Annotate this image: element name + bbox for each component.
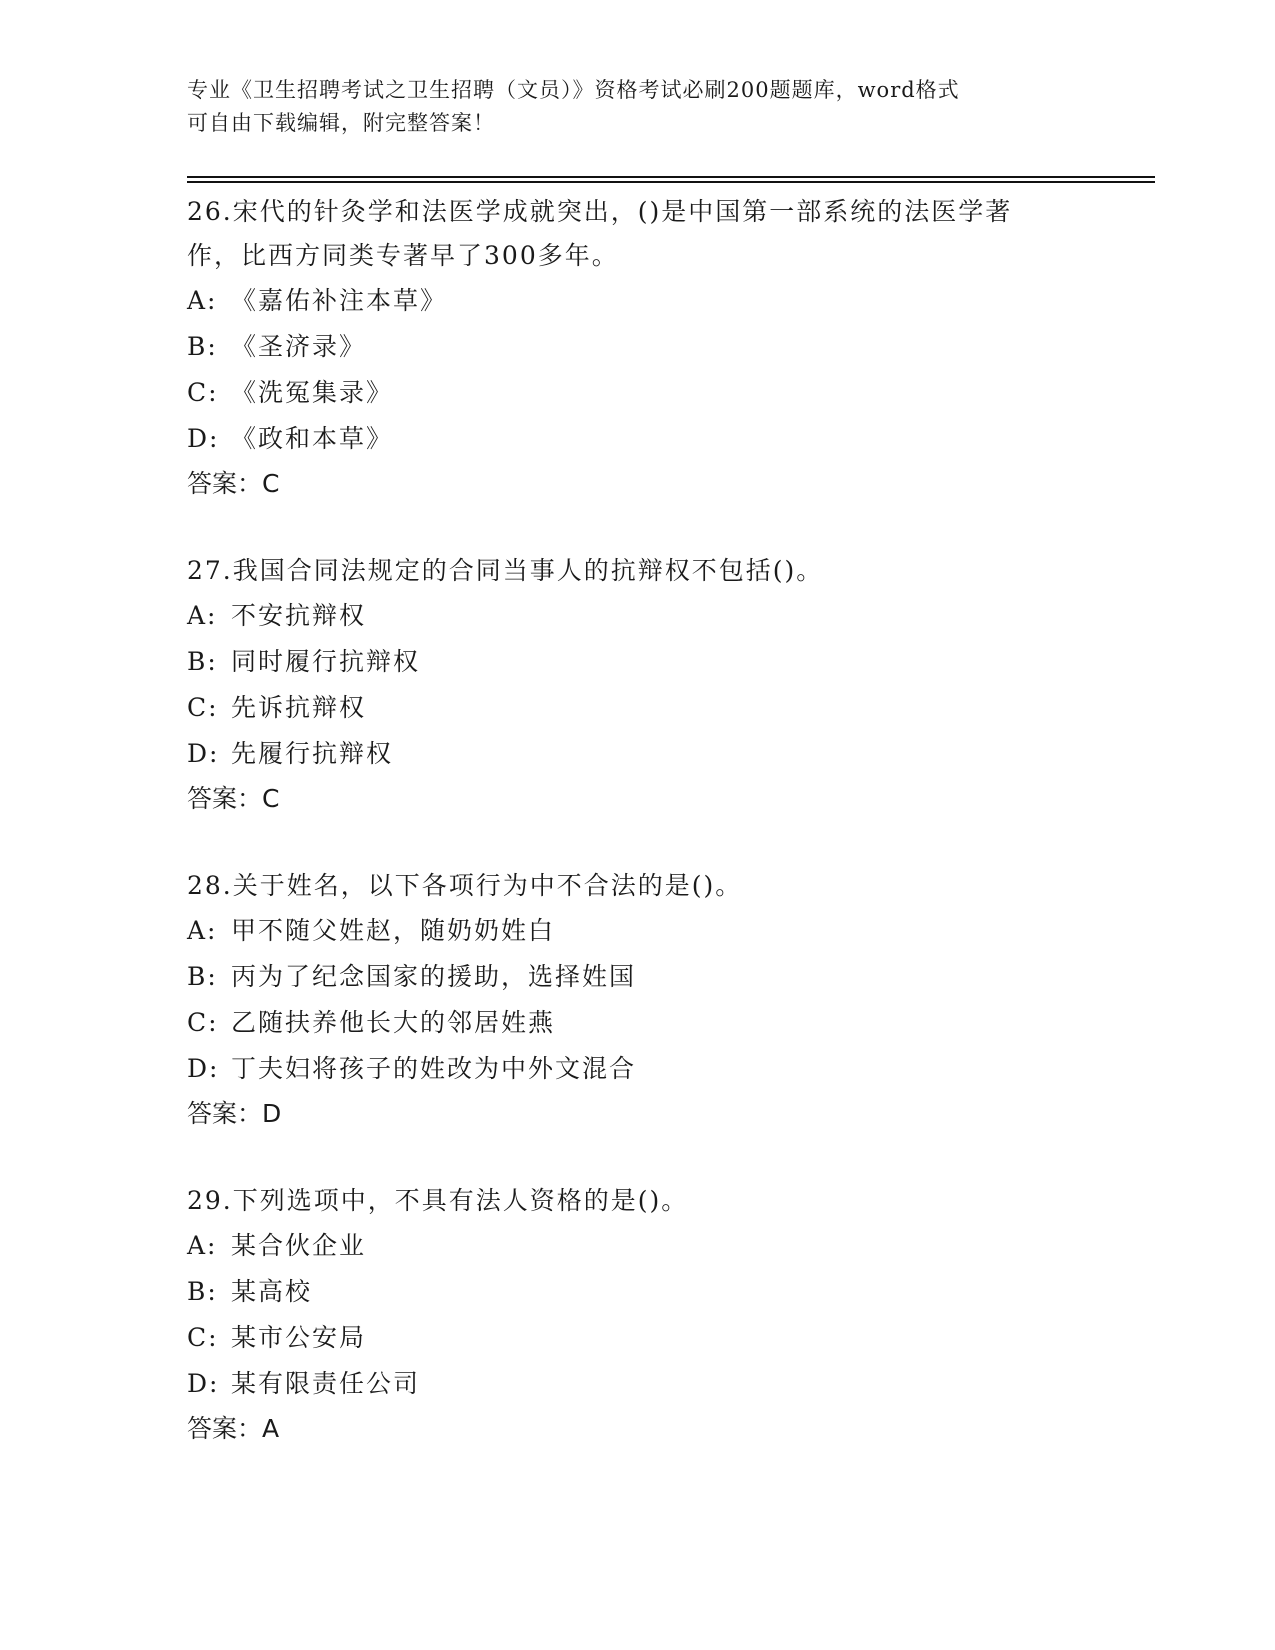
- question-text: 28.关于姓名，以下各项行为中不合法的是()。: [187, 871, 743, 900]
- option-text: 不安抗辩权: [231, 601, 367, 630]
- question-text-continued: 作，比西方同类专著早了300多年。: [187, 241, 619, 270]
- option-a: [187, 1223, 1087, 1269]
- option-d: [187, 416, 1087, 462]
- option-a: [187, 908, 1087, 954]
- option-c: [187, 1000, 1087, 1046]
- option-d: [187, 731, 1087, 777]
- option-b: [187, 324, 1087, 370]
- option-letter: D:: [187, 1369, 220, 1398]
- header-line-1: 专业《卫生招聘考试之卫生招聘（文员）》资格考试必刷200题题库，word格式: [187, 78, 960, 102]
- document-header: [187, 74, 1067, 140]
- option-b: [187, 1269, 1087, 1315]
- option-letter: A:: [187, 286, 218, 315]
- option-text: 乙随扶养他长大的邻居姓燕: [231, 1008, 556, 1037]
- option-a: [187, 593, 1087, 639]
- question-gap: [187, 506, 1087, 549]
- question-list: [187, 190, 1087, 1451]
- question-26: [187, 190, 1087, 506]
- option-letter: C:: [187, 693, 219, 722]
- header-divider-top: [187, 176, 1155, 178]
- header-line-2: 可自由下载编辑，附完整答案！: [187, 111, 495, 135]
- option-letter: D:: [187, 739, 220, 768]
- option-text: 同时履行抗辩权: [231, 647, 421, 676]
- option-text: 甲不随父姓赵，随奶奶姓白: [231, 916, 556, 945]
- question-27: [187, 549, 1087, 821]
- option-letter: D:: [187, 1054, 220, 1083]
- answer: 答案：C: [187, 469, 280, 498]
- option-letter: A:: [187, 916, 218, 945]
- option-text: 某合伙企业: [231, 1231, 367, 1260]
- option-letter: D:: [187, 424, 220, 453]
- option-c: [187, 370, 1087, 416]
- answer: 答案：C: [187, 784, 280, 813]
- option-letter: B:: [187, 1277, 218, 1306]
- option-letter: A:: [187, 601, 218, 630]
- question-29: [187, 1179, 1087, 1451]
- option-text: 某高校: [231, 1277, 313, 1306]
- option-text: 先诉抗辩权: [231, 693, 367, 722]
- option-c: [187, 685, 1087, 731]
- question-text: 26.宋代的针灸学和法医学成就突出，()是中国第一部系统的法医学著: [187, 197, 1013, 226]
- option-text: 《嘉佑补注本草》: [231, 286, 448, 315]
- option-text: 某市公安局: [231, 1323, 367, 1352]
- option-d: [187, 1046, 1087, 1092]
- question-text: 27.我国合同法规定的合同当事人的抗辩权不包括()。: [187, 556, 824, 585]
- option-c: [187, 1315, 1087, 1361]
- option-text: 丁夫妇将孩子的姓改为中外文混合: [231, 1054, 637, 1083]
- option-b: [187, 954, 1087, 1000]
- option-text: 某有限责任公司: [231, 1369, 421, 1398]
- option-letter: C:: [187, 378, 219, 407]
- question-28: [187, 864, 1087, 1136]
- answer: 答案：D: [187, 1099, 282, 1128]
- option-text: 《政和本草》: [231, 424, 394, 453]
- option-b: [187, 639, 1087, 685]
- option-letter: C:: [187, 1323, 219, 1352]
- header-divider-bottom: [187, 181, 1155, 183]
- option-letter: C:: [187, 1008, 219, 1037]
- option-text: 《洗冤集录》: [231, 378, 394, 407]
- answer: 答案：A: [187, 1414, 280, 1443]
- question-gap: [187, 821, 1087, 864]
- option-text: 《圣济录》: [231, 332, 367, 361]
- option-d: [187, 1361, 1087, 1407]
- question-text: 29.下列选项中，不具有法人资格的是()。: [187, 1186, 689, 1215]
- option-letter: B:: [187, 962, 218, 991]
- option-text: 丙为了纪念国家的援助，选择姓国: [231, 962, 637, 991]
- question-gap: [187, 1136, 1087, 1179]
- option-text: 先履行抗辩权: [231, 739, 394, 768]
- option-a: [187, 278, 1087, 324]
- option-letter: B:: [187, 647, 218, 676]
- option-letter: B:: [187, 332, 218, 361]
- option-letter: A:: [187, 1231, 218, 1260]
